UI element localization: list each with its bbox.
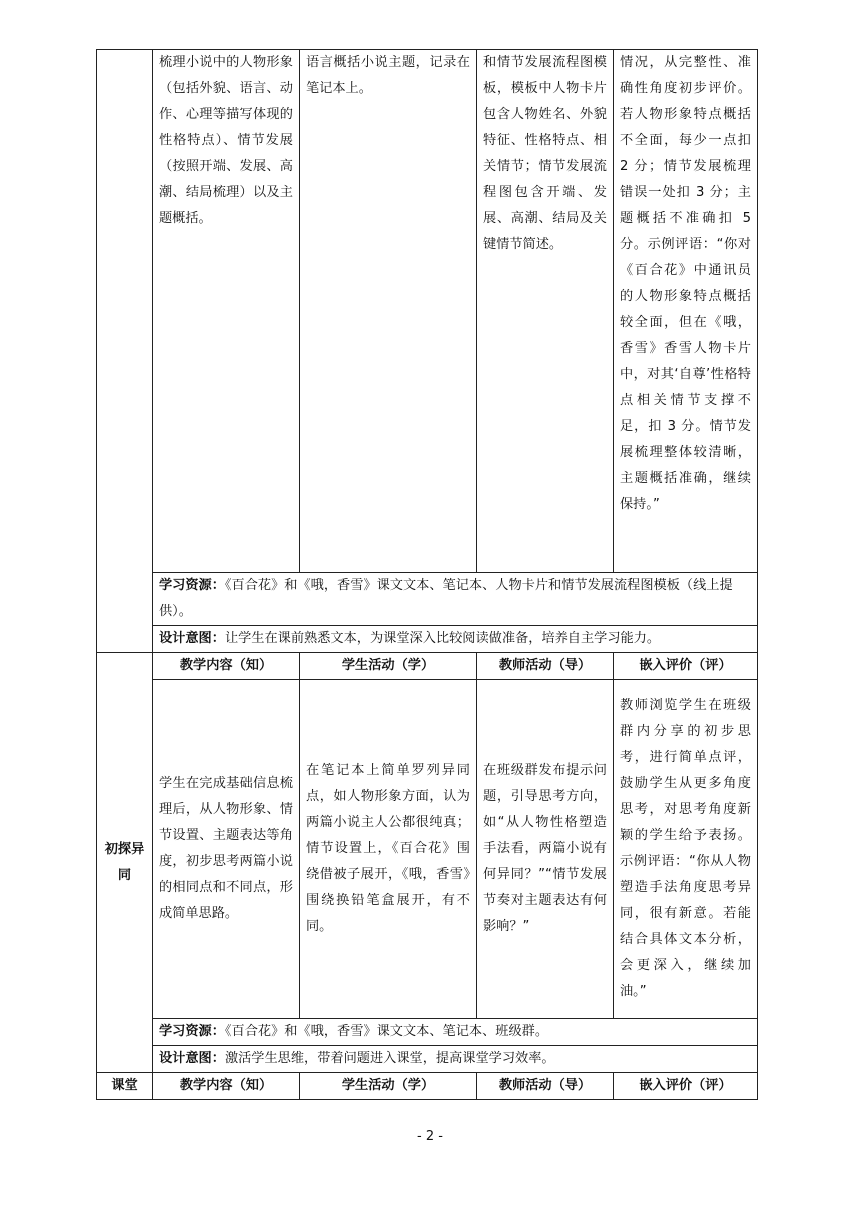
student-activity-cell: 语言概括小说主题，记录在笔记本上。: [300, 50, 477, 573]
table-row: [97, 1019, 758, 1046]
design-intent-text: 激活学生思维，带着问题进入课堂，提高课堂学习效率。: [224, 1051, 555, 1066]
table-row: [97, 573, 758, 626]
student-activity-cell: 在笔记本上简单罗列异同点，如人物形象方面，认为两篇小说主人公都很纯真；情节设置上，《百合花》围绕借被子展开，《哦，香雪》围绕换铅笔盒展开，有不同。: [300, 680, 477, 1019]
column-header-student: 学生活动（学）: [300, 653, 477, 680]
learning-resources-label: 学习资源：: [159, 578, 225, 593]
lesson-plan-table: [96, 49, 758, 1100]
teaching-content-cell: 学生在完成基础信息梳理后，从人物形象、情节设置、主题表达等角度，初步思考两篇小说的相同点和不同点，形成简单思路。: [153, 680, 300, 1019]
teaching-content-cell: 梳理小说中的人物形象（包括外貌、语言、动作、心理等描写体现的性格特点）、情节发展（按照开端、发展、高潮、结局梳理）以及主题概括。: [153, 50, 300, 573]
teacher-activity-cell: 在班级群发布提示问题，引导思考方向，如“从人物性格塑造手法看，两篇小说有何异同？”“情节发展节奏对主题表达有何影响？”: [477, 680, 614, 1019]
learning-resources-text: 《百合花》和《哦，香雪》课文文本、笔记本、人物卡片和情节发展流程图模板（线上提供）。: [159, 578, 733, 619]
table-row: [97, 1046, 758, 1073]
embedded-evaluation-cell: 情况，从完整性、准确性角度初步评价。若人物形象特点概括不全面，每少一点扣 2 分；情节发展梳理错误一处扣 3 分；主题概括不准确扣 5 分。示例评语：“你对《百合花》中通讯员的人物形象特点概括较全面，但在《哦，香雪》香雪人物卡片中，对其‘自尊’性格特点相关情节支撑不足，扣 3 分。情节发展梳理整体较清晰，主题概括准确，继续保持。”: [614, 50, 758, 573]
column-header-evaluation: 嵌入评价（评）: [614, 653, 758, 680]
teacher-activity-cell: 和情节发展流程图模板，模板中人物卡片包含人物姓名、外貌特征、性格特点、相关情节；情节发展流程图包含开端、发展、高潮、结局及关键情节简述。: [477, 50, 614, 573]
learning-resources-label: 学习资源：: [159, 1024, 225, 1039]
design-intent-text: 让学生在课前熟悉文本，为课堂深入比较阅读做准备，培养自主学习能力。: [224, 631, 661, 646]
design-intent-label: 设计意图：: [159, 631, 225, 646]
table-header-row: [97, 653, 758, 680]
column-header-content: 教学内容（知）: [153, 653, 300, 680]
design-intent-cell: [153, 1046, 758, 1073]
table-header-row: [97, 1073, 758, 1100]
table-row: [97, 680, 758, 1019]
column-header-teacher: 教师活动（导）: [477, 1073, 614, 1100]
column-header-student: 学生活动（学）: [300, 1073, 477, 1100]
learning-resources-text: 《百合花》和《哦，香雪》课文文本、笔记本、班级群。: [224, 1024, 549, 1039]
embedded-evaluation-cell: 教师浏览学生在班级群内分享的初步思考，进行简单点评，鼓励学生从更多角度思考，对思考角度新颖的学生给予表扬。示例评语：“你从人物塑造手法角度思考异同，很有新意。若能结合具体文本分析，会更深入，继续加油。”: [614, 680, 758, 1019]
learning-resources-cell: [153, 573, 758, 626]
table-row: [97, 50, 758, 573]
stage-cell-explore: 初探异同: [97, 653, 153, 1073]
column-header-content: 教学内容（知）: [153, 1073, 300, 1100]
stage-cell-classroom: 课堂: [97, 1073, 153, 1100]
design-intent-label: 设计意图：: [159, 1051, 225, 1066]
stage-cell-top: [97, 50, 153, 653]
column-header-evaluation: 嵌入评价（评）: [614, 1073, 758, 1100]
column-header-teacher: 教师活动（导）: [477, 653, 614, 680]
learning-resources-cell: [153, 1019, 758, 1046]
table-row: [97, 626, 758, 653]
page-number: - 2 -: [417, 1129, 443, 1144]
design-intent-cell: [153, 626, 758, 653]
